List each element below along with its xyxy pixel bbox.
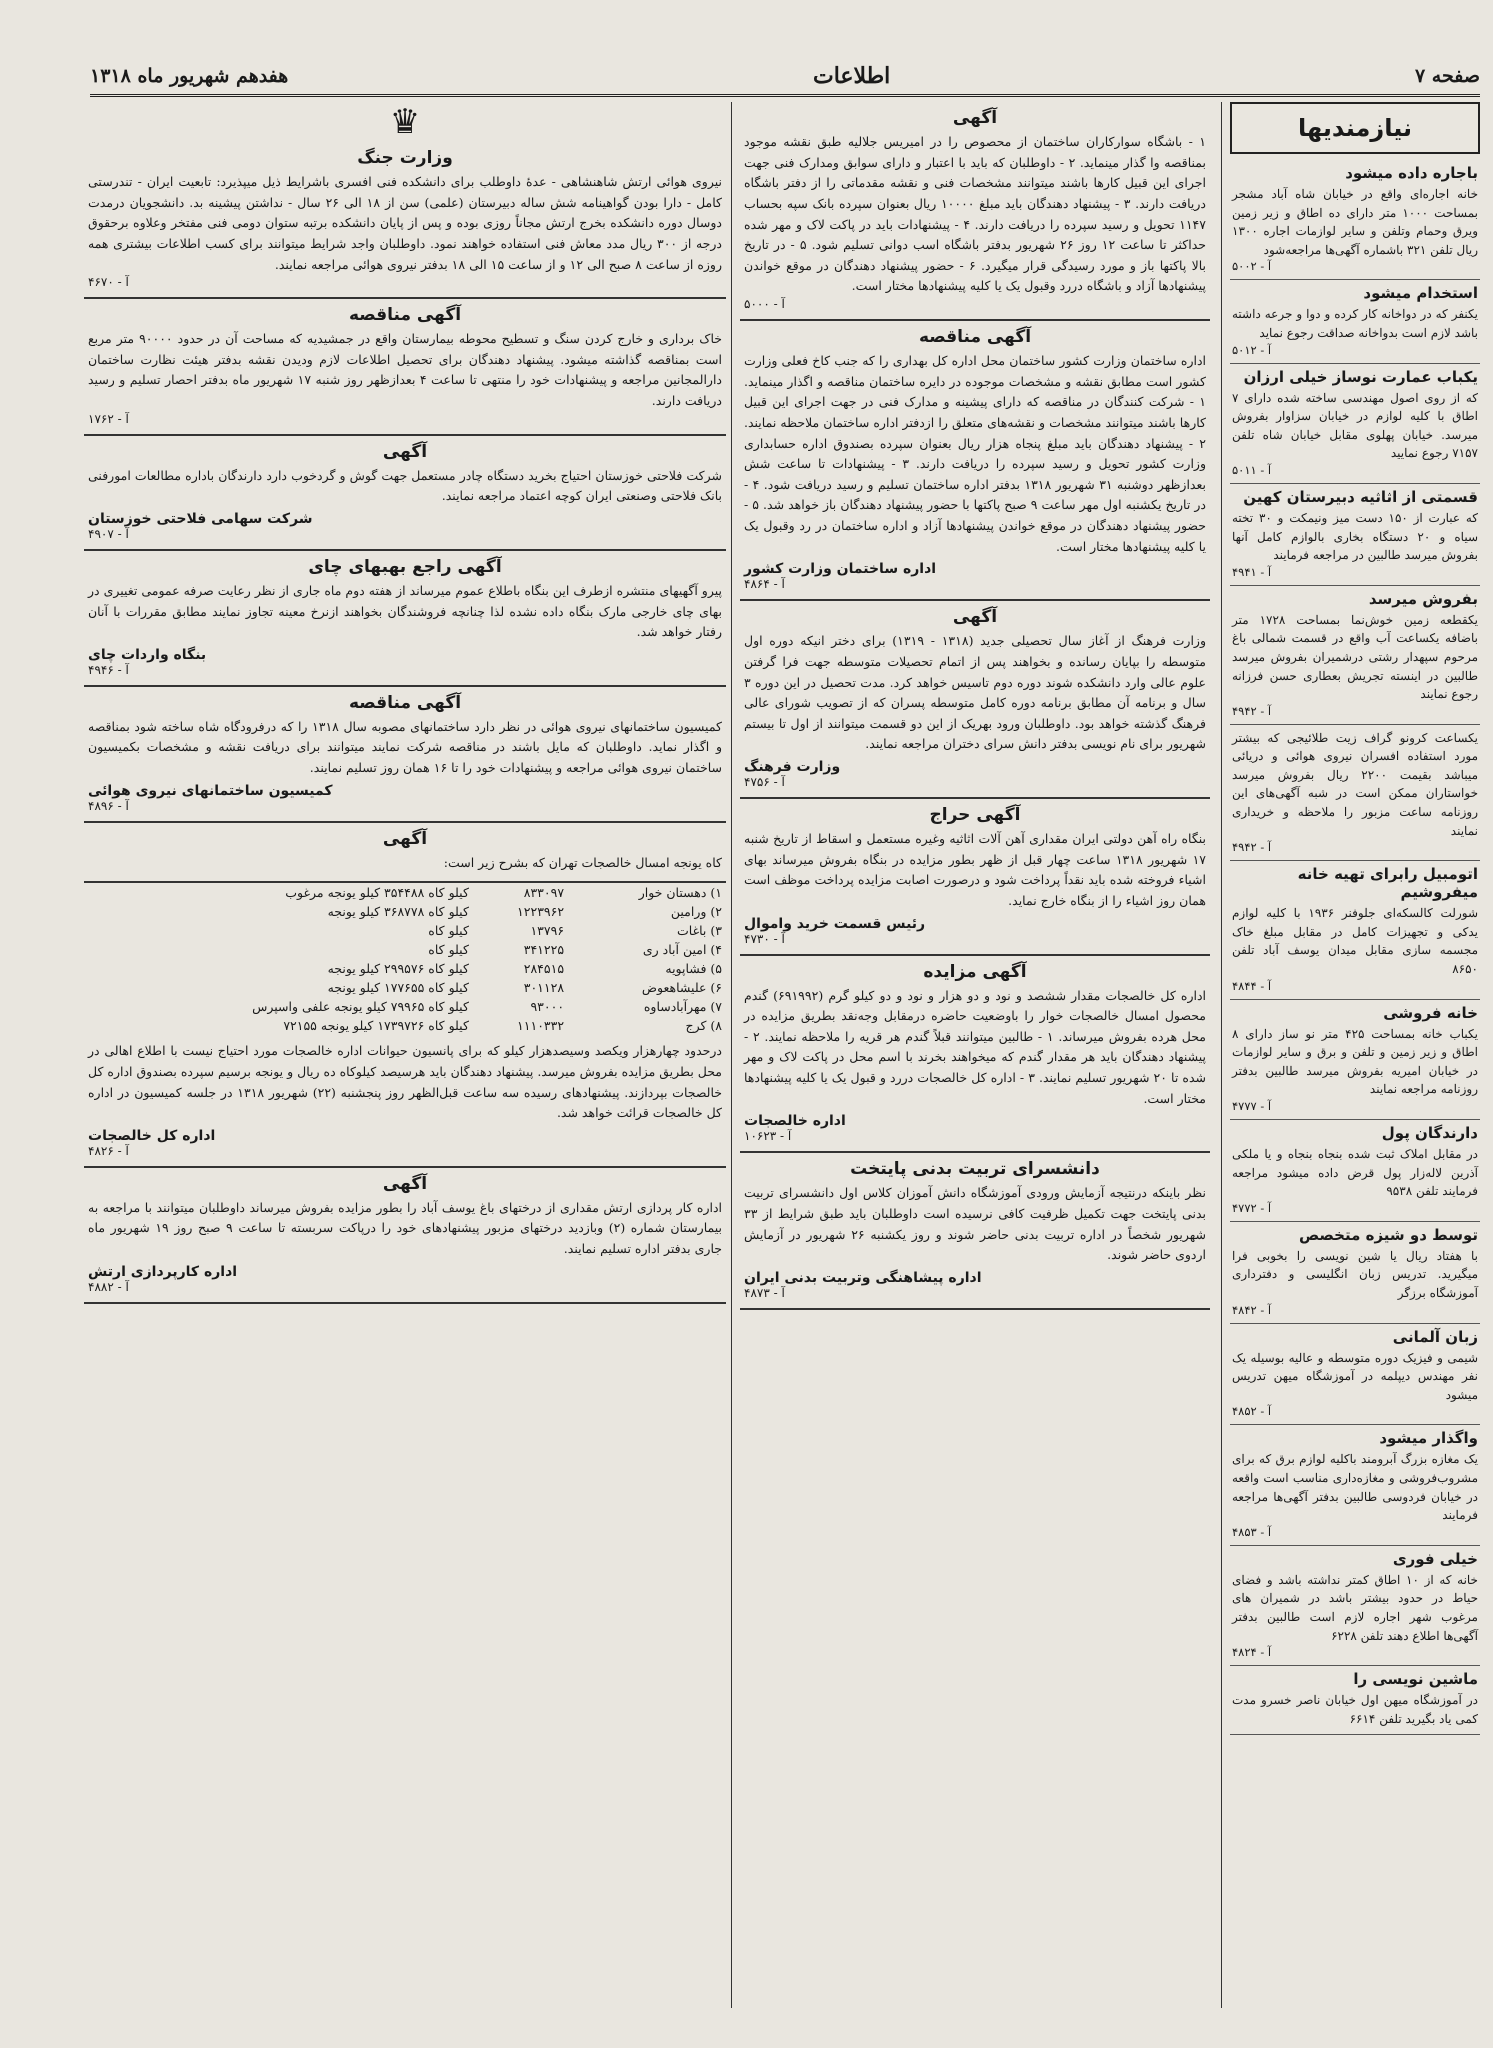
notice-ref: آ - ۴۹۴۶ bbox=[88, 662, 129, 677]
notice-text: کاه یونجه امسال خالصجات تهران که بشرح زیر است: bbox=[443, 854, 722, 870]
table-cell: ۳۴۱۲۲۵ bbox=[523, 942, 565, 958]
classified-ad bbox=[1230, 160, 1480, 280]
classified-ad bbox=[1230, 1324, 1480, 1426]
ad-text: یکقطعه زمین خوش‌نما بمساحت ۱۷۲۸ متر باضافه یکساعت آب واقع در قسمت شمالی باغ مرحوم سپهدار رشتی درشمیران بفروش میرسد طالبین در اینسته تجریش بعطاری حسن فرزانه رجوع نمایند bbox=[1232, 612, 1478, 702]
ad-text: شیمی و فیزیک دوره متوسطه و عالیه بوسیله یک نفر مهندس دیپلمه در آموزشگاه میهن تدریس میشود bbox=[1232, 1350, 1478, 1402]
notice-ref: آ - ۴۸۷۳ bbox=[744, 1285, 785, 1300]
notice-heading: آگهی حراج bbox=[929, 805, 1021, 825]
table-cell: ۱۱۱۰۳۳۲ bbox=[517, 1018, 565, 1034]
ad-ref: آ - ۴۹۴۲ bbox=[1232, 840, 1272, 855]
notice-ref: آ - ۴۸۸۲ bbox=[88, 1279, 129, 1294]
crown-emblem-icon: ♛ bbox=[389, 102, 421, 142]
table-cell: کیلو کاه ۳۶۸۷۷۸ کیلو یونجه bbox=[327, 904, 469, 920]
notice bbox=[740, 601, 1210, 799]
classified-ad bbox=[1230, 1120, 1480, 1222]
ad-ref: آ - ۴۸۴۴ bbox=[1232, 978, 1272, 993]
ad-ref: آ - ۴۸۵۳ bbox=[1232, 1524, 1272, 1539]
ad-heading: بفروش میرسد bbox=[1368, 589, 1478, 608]
notice-text: نیروی هوائی ارتش شاهنشاهی - عدۀ داوطلب برای دانشکده فنی افسری باشرایط ذیل میپذیرد: تابعیت ایران - تندرستی کامل - دارا بودن گواهینامه شش ساله دبیرستان (علمی) سن از ۱۸ الی ۲۶ سال - نداشتن پیشینه بد. دانشجویان درمدت دوسال دوره دانشکده بخرج ارتش مجاناً روزی بوده و پس از پایان دانشکده برتبه ستوان دومی فنی مفتخر وعلاوه برحقوق درجه از ۳۰۰ ریال مدد معاش فنی استفاده خواهند نمود. داوطلبان واجد شرایط میتوانند برای کسب اطلاعات بیشتری همه روزه از ساعت ۸ صبح الی ۱۲ و از ساعت ۱۵ الی ۱۸ بدفتر نیروی هوائی مراجعه نمایند. bbox=[88, 174, 722, 272]
classified-ad bbox=[1230, 1546, 1480, 1666]
ad-heading: یکباب عمارت نوساز خیلی ارزان bbox=[1243, 367, 1478, 386]
ad-ref: آ - ۵۰۱۲ bbox=[1232, 342, 1272, 357]
notice-ref: آ - ۴۸۹۶ bbox=[88, 798, 129, 813]
classified-ad bbox=[1230, 1000, 1480, 1120]
ad-heading: خانه فروشی bbox=[1383, 1003, 1478, 1022]
table-cell: کیلو کاه bbox=[428, 923, 469, 939]
notice-heading: آگهی مناقصه bbox=[348, 692, 462, 713]
notice-heading: آگهی bbox=[382, 828, 428, 849]
notice-heading: آگهی مناقصه bbox=[348, 305, 462, 326]
notice-signature: وزارت فرهنگ bbox=[744, 759, 841, 775]
ad-heading: دارندگان پول bbox=[1381, 1124, 1478, 1142]
notice bbox=[84, 142, 726, 299]
notice-ref: آ - ۴۸۶۴ bbox=[744, 577, 785, 592]
notice-signature: بنگاه واردات چای bbox=[88, 646, 207, 663]
notice-heading: آگهی bbox=[952, 607, 998, 628]
classifieds-heading: نیازمندیها bbox=[1230, 102, 1480, 154]
ad-text: خانه که از ۱۰ اطاق کمتر نداشته باشد و فضای حیاط در حدود بیشتر باشد در شمیران های مرغوب شهر اجاره لازم است طالبین بدفتر آگهی‌ها اطلاع دهند تلفن ۶۲۲۸ bbox=[1232, 1572, 1478, 1643]
table-cell: کیلو کاه ۱۷۳۹۷۲۶ کیلو یونجه ۷۲۱۵۵ bbox=[283, 1018, 469, 1034]
ad-ref: آ - ۴۹۴۱ bbox=[1232, 564, 1272, 579]
ad-ref: آ - ۴۸۴۲ bbox=[1232, 1302, 1272, 1317]
classified-ad bbox=[1230, 861, 1480, 999]
ad-ref: آ - ۴۸۵۲ bbox=[1232, 1404, 1272, 1419]
classified-ad bbox=[1230, 280, 1480, 363]
ad-heading: ماشین نویسی را bbox=[1353, 1670, 1478, 1689]
notice bbox=[740, 102, 1210, 321]
table-cell: ۱۳۷۹۶ bbox=[530, 923, 565, 939]
notice bbox=[740, 799, 1210, 956]
table-cell: ۸۳۳۰۹۷ bbox=[523, 885, 565, 901]
ad-text: یکباب خانه بمساحت ۴۲۵ متر نو ساز دارای ۸ اطاق و زیر زمین و تلفن و برق و سایر لوازمات در خیابان امیریه بفروش میرسد طالبین بدفتر روزنامه مراجعه نمایند bbox=[1232, 1026, 1478, 1097]
table-row bbox=[84, 940, 726, 959]
ad-heading: باجاره داده میشود bbox=[1345, 164, 1478, 182]
notice-signature: کمیسیون ساختمانهای نیروی هوائی bbox=[88, 782, 333, 799]
classified-ad bbox=[1230, 364, 1480, 484]
ad-heading: واگذار میشود bbox=[1379, 1429, 1478, 1448]
table-row bbox=[84, 883, 726, 902]
table-cell: کیلو کاه ۱۷۷۶۵۵ کیلو یونجه bbox=[327, 980, 469, 996]
ad-text: که از روی اصول مهندسی ساخته شده دارای ۷ اطاق با کلیه لوازم در خیابان سزاوار بفروش میرسد. خیابان پهلوی مقابل خیابان شاه تلفن ۷۱۵۷ رجوع نمایید bbox=[1232, 390, 1478, 461]
notice-text: نظر باینکه درنتیجه آزمایش ورودی آموزشگاه دانش آموزان کلاس اول دانشسرای تربیت بدنی پایتخت جهت تکمیل ظرفیت کافی نرسیده است داوطلبان باید طبق شرایط از ۳۳ شهریور شخصاً در اداره تربیت بدنی حاضر شوند و روز یکشنبه ۲۶ شهریور در آزمایش اردوی حاضر شوند. bbox=[744, 1185, 1206, 1263]
table-cell: ۸) کرج bbox=[685, 1018, 722, 1034]
notice bbox=[84, 1168, 726, 1304]
middle-column bbox=[731, 102, 1218, 2008]
ad-heading: توسط دو شیزه متخصص bbox=[1298, 1225, 1478, 1244]
classifieds-column bbox=[1221, 102, 1480, 2008]
notice-text: اداره ساختمان وزارت کشور ساختمان محل اداره کل بهداری را که جنب کاخ فعلی وزارت کشور است مطابق نقشه و مشخصات موجوده در دایره ساختمان مناقصه و اگذار مینماید. ۱ - شرکت کنندگان در مناقصه که دارای پیشینه و مدارک فنی در جهت اجرای این قبیل کارها باشند میتوانند مشخصات و نقشه‌های متعلق را ازدفتر اداره ساختمان ملاحظه نمایند. ۲ - پیشنهاد دهندگان باید مبلغ پنجاه هزار ریال بعنوان سپرده بصندوق اداره حسابداری وزارت کشور تحویل و رسید سپرده را دریافت دارند. ۳ - پیشنهادات تا ساعت شش بعدازظهر دوشنبه ۳۱ شهریور ۱۳۱۸ بدفتر اداره ساختمان تسلیم و رسید دریافت شود. ۴ - در تاریخ یکشنبه اول مهر ساعت ۹ صبح پاکتها با حضور پیشنهاد دهندگان باز خواهد شد. ۵ - حضور پیشنهاد دهندگان در موقع خواندن پیشنهادها آزاد و اداره ساختمان در رد وقبول یک یا کلیه پیشنهادها مختار است. bbox=[744, 353, 1206, 554]
notice bbox=[84, 1035, 726, 1168]
ad-heading: قسمتی از اثاثیه دبیرستان کهین bbox=[1243, 487, 1478, 506]
ad-heading: اتومبیل رابرای تهیه خانه میفروشیم bbox=[1297, 865, 1478, 902]
ad-text: شورلت کالسکه‌ای جلوفنر ۱۹۳۶ با کلیه لوازم یدکی و تجهیزات کامل در مقابل مبلغ خاک مجسمه سازی مقابل میدان یوسف آباد تلفن ۸۶۵۰ bbox=[1232, 906, 1479, 977]
notice-ref: آ - ۴۸۲۶ bbox=[88, 1143, 129, 1158]
issue-date: هفدهم شهریور ماه ۱۳۱۸ bbox=[90, 65, 289, 87]
table-cell: کیلو کاه ۳۵۴۴۸۸ کیلو یونجه مرغوب bbox=[285, 885, 469, 901]
table-cell: ۳) باغات bbox=[677, 923, 722, 939]
table-cell: ۷) مهرآبادساوه bbox=[643, 999, 722, 1015]
ad-text: در آموزشگاه میهن اول خیابان ناصر خسرو مدت کمی یاد بگیرید تلفن ۶۶۱۴ bbox=[1232, 1693, 1478, 1726]
table-row bbox=[84, 959, 726, 978]
table-cell: ۱) دهستان خوار bbox=[638, 885, 722, 901]
ad-ref: آ - ۴۹۴۲ bbox=[1232, 703, 1272, 718]
classified-ad bbox=[1230, 1222, 1480, 1324]
notice-text: پیرو آگهیهای منتشره ازطرف این بنگاه باطلاع عموم میرساند از هفته دوم ماه جاری از نظر رعایت صرفه عمومی تغییری در بهای چای خارجی مارک بنگاه داده نشده لذا چنانچه فروشندگان بخواهند ازنرخ معینه تجاوز نمایند مطابق مقررات با آنان رفتار خواهد شد. bbox=[88, 582, 722, 640]
notice-heading: وزارت جنگ bbox=[357, 148, 453, 168]
newspaper-page bbox=[90, 58, 1480, 2008]
table-cell: ۴) امین آباد ری bbox=[642, 942, 722, 958]
table-row bbox=[84, 997, 726, 1016]
notice-heading: آگهی bbox=[382, 1173, 428, 1194]
notice bbox=[84, 687, 726, 823]
grain-table bbox=[84, 883, 726, 1035]
table-cell: ۶) علیشاهعوض bbox=[641, 980, 722, 996]
notice bbox=[740, 321, 1210, 601]
ad-ref: آ - ۴۷۷۲ bbox=[1232, 1200, 1272, 1215]
notice bbox=[84, 436, 726, 551]
table-row bbox=[84, 921, 726, 940]
table-cell: کیلو کاه ۷۹۹۶۵ کیلو یونجه علفی واسپرس bbox=[252, 999, 469, 1015]
ad-ref: آ - ۵۰۰۲ bbox=[1232, 259, 1272, 274]
notice-text: وزارت فرهنگ از آغاز سال تحصیلی جدید (۱۳۱۸ - ۱۳۱۹) برای دختر انیکه دوره اول متوسطه را بپایان رسانده و بخواهند پس از اتمام تحصیلات متوسطه جهت فرا گرفتن علوم عالی وارد دانشکده شوند دوره دوم تاسیس خواهد کرد. مدت تحصیل در این دوره ۳ سال و برنامه آن مطابق برنامه دوره کامل متوسطه پسران که از تصویب شورای عالی فرهنگ گذشته خواهد بود. داوطلبان ورود بهریک از این دو قسمت میتوانند از اول تا بیستم شهریور برای نام نویسی بدفتر دانش سرای دختران مراجعه نمایند. bbox=[744, 633, 1207, 752]
notice-heading: دانشسرای تربیت بدنی پایتخت bbox=[850, 1159, 1100, 1180]
notice-ref: آ - ۵۰۰۰ bbox=[744, 297, 785, 311]
classified-ad bbox=[1230, 484, 1480, 586]
table-row bbox=[84, 978, 726, 997]
page-number: صفحه ۷ bbox=[1414, 65, 1480, 87]
notice bbox=[740, 956, 1210, 1154]
notice-signature: اداره پیشاهنگی وتربیت بدنی ایران bbox=[744, 1269, 982, 1286]
notice bbox=[740, 1153, 1210, 1310]
notice-heading: آگهی bbox=[952, 108, 998, 128]
ad-text: یکساعت کرونو گراف زیت طلائیجی که بیشتر مورد استفاده افسران نیروی هوائی و دریائی میباشد بقیمت ۲۲۰۰ ریال بفروش میرسد خواستاران ممکن است در شبه آگهی‌های این روزنامه ساعت مزبور را ملاحظه و خریداری نمایند bbox=[1232, 730, 1479, 838]
table-cell: ۳۰۱۱۲۸ bbox=[523, 980, 565, 996]
ad-heading: خیلی فوری bbox=[1392, 1549, 1478, 1568]
notice-ref: آ - ۴۶۷۰ bbox=[88, 275, 129, 290]
notice-ref: آ - ۴۹۰۷ bbox=[88, 526, 129, 541]
ad-text: با هفتاد ریال یا شین نویسی را بخوبی فرا میگیرید. تدریس زبان انگلیسی و دفترداری آموزشگاه برزگر bbox=[1232, 1248, 1478, 1300]
ad-heading: زبان آلمانی bbox=[1392, 1327, 1478, 1346]
classified-ad bbox=[1230, 1666, 1480, 1735]
notice-ref: آ - ۴۷۵۶ bbox=[744, 775, 785, 789]
table-cell: ۲) ورامین bbox=[670, 904, 722, 920]
notice-heading: آگهی bbox=[382, 441, 428, 462]
notice bbox=[84, 551, 726, 687]
notice-ref: آ - ۴۷۳۰ bbox=[744, 931, 785, 946]
notice-heading: آگهی مناقصه bbox=[918, 327, 1032, 347]
ad-text: در مقابل املاک ثبت شده بنجاه بنجاه و یا ملکی آذرین لاله‌زار پول قرض داده میشود مراجعه فرمایند تلفن ۹۵۳۸ bbox=[1232, 1147, 1478, 1199]
notice-text: بنگاه راه آهن دولتی ایران مقداری آهن آلات اثاثیه وغیره مستعمل و اسقاط از تاریخ شنبه ۱۷ شهریور ۱۳۱۸ ساعت چهار قبل از ظهر بطور مزایده در بنگاه بفروش میرساند بهای اشیاء فروخته شده باید نقداً پرداخت شود و درصورت اصابت مزایده پرداخت موظف است همان روز اشیاء را از بنگاه خارج نماید. bbox=[744, 831, 1207, 908]
table-row bbox=[84, 1016, 726, 1035]
notice-text: کمیسیون ساختمانهای نیروی هوائی در نظر دارد ساختمانهای مصوبه سال ۱۳۱۸ را که درفرودگاه شاه ساخته شود بمناقصه و اگذار نماید. داوطلبان که مایل باشند در مناقصه شرکت نمایند میتوانند برای دریافت نقشه و مشخصات بکمیسیون ساختمان نیروی هوائی مراجعه و پیشنهادات خود را تا ۱۶ همان روز تسلیم نمایند. bbox=[88, 718, 723, 775]
ad-text: یک مغازه بزرگ آبرومند باکلیه لوازم برق که برای مشروب‌فروشی و مغازه‌داری مناسب است واقعه در خیابان فردوسی طالبین بدفتر آگهی‌ها مراجعه فرمایند bbox=[1232, 1452, 1478, 1523]
notice-signature: اداره کارپردازی ارتش bbox=[88, 1263, 238, 1280]
notice-signature: اداره خالصجات bbox=[744, 1113, 846, 1130]
notice-heading: آگهی راجع بهبهای چای bbox=[308, 556, 502, 577]
ad-ref: آ - ۵۰۱۱ bbox=[1232, 462, 1272, 477]
table-cell: کیلو کاه bbox=[428, 942, 469, 958]
notice-signature: اداره ساختمان وزارت کشور bbox=[744, 561, 937, 578]
table-cell: ۲۸۴۵۱۵ bbox=[523, 961, 565, 977]
notice-text: اداره کل خالصجات مقدار ششصد و نود و دو هزار و نود و دو کیلو گرم (۶۹۱۹۹۲) گندم محصول امسال خالصجات خوار را باوضعیت حاضره درمقابل وجه‌نقد بطریق مزایده در محل هرده بفروش میرساند. ۱ - طالبین میتوانند قبلاً گندم هر قریه را ملاحظه نمایند. ۲ - پیشنهاد دهندگان باید هر مقدار گندم که میخواهند بخرند با اسم محل در پاکت لاک و مهر شده تا ۲۰ شهریور تسلیم نمایند. ۳ - اداره کل خالصجات دررد و قبول یک یا کلیه پیشنهادها مختار است. bbox=[744, 987, 1206, 1106]
notice-signature: رئیس قسمت خرید واموال bbox=[744, 915, 926, 932]
left-column bbox=[84, 102, 732, 2008]
notice-text: ۱ - باشگاه سوارکاران ساختمان از محصوص را در امیریس جلالیه طبق نقشه موجود بمناقصه وا گذار مینماید. ۲ - داوطلبان که باید با اعتبار و دارای سوابق ومدارک فنی جهت اجرای این قبیل کارها باشند میتوانند مشخصات فنی و نقشه مقدماتی را از دفتر باشگاه دریافت دارند. ۳ - پیشنهاد دهندگان باید مبلغ ۱۰۰۰۰ ریال بعنوان سپرده بانک سپه بحساب ۱۱۴۷ تحویل و رسید سپرده را دریافت دارند. ۴ - پیشنهادات باید در پاکت لاک و مهر شده حداکثر تا ساعت ۱۲ روز ۲۶ شهریور بدفتر باشگاه اسب دوانی تسلیم شود. ۵ - در تاریخ بالا پاکتها باز و مورد رسیدگی قرار میگیرد. ۶ - حضور پیشنهاد دهندگان در موقع خواندن پیشنهادها آزاد و باشگاه دررد وقبول یک یا کلیه پیشنهادها مختار است. bbox=[744, 134, 1207, 294]
classified-ad bbox=[1230, 1425, 1480, 1545]
ad-ref: آ - ۴۸۲۴ bbox=[1232, 1645, 1272, 1660]
notice-text: درحدود چهارهزار ویکصد وسیصدهزار کیلو که برای پانسیون حیوانات اداره خالصجات مورد احتیاج نیست با اطلاع اهالی در محل بطریق مزایده بفروش میرسد. پیشنهاد دهندگان باید هرسیصد کیلوکاه ده ریال و یونجه برسیم سپرده بصندوق اداره کل خالصجات بپردازند. پیشنهادهای رسیده سه ساعت قبل‌الظهر روز پنجشنبه (۲۲) شهریور ۱۳۱۸ در جلسه کمیسیون در اداره کل خالصجات قرائت خواهد شد. bbox=[88, 1043, 723, 1121]
notice-text: شرکت فلاحتی خوزستان احتیاج بخرید دستگاه چادر مستعمل جهت گوش و گردخوب دارد دارندگان باداره مطالعات امورفنی بانک فلاحتی وصنعتی ایران کوچه اعتماد مراجعه نمایند. bbox=[88, 467, 722, 504]
classified-ad bbox=[1230, 586, 1480, 725]
ad-text: یکنفر که در دواخانه کار کرده و دوا و جرعه داشته باشد لازم است بدواخانه صداقت رجوع نماید bbox=[1232, 307, 1478, 340]
notice-ref: آ - ۱۷۶۲ bbox=[88, 411, 129, 426]
notice-signature: شرکت سهامی فلاحتی خوزستان bbox=[88, 510, 313, 527]
notice-ref: آ - ۱۰۶۲۳ bbox=[744, 1129, 792, 1144]
notice bbox=[84, 299, 726, 436]
table-cell: ۵) فشاپویه bbox=[665, 961, 722, 977]
ad-heading: استخدام میشود bbox=[1363, 284, 1478, 303]
ad-ref: آ - ۴۷۷۷ bbox=[1232, 1099, 1272, 1113]
masthead bbox=[90, 58, 1480, 97]
table-cell: ۱۲۲۳۹۶۲ bbox=[517, 904, 565, 920]
notice-text: اداره کار پردازی ارتش مقداری از درختهای باغ یوسف آباد را بطور مزایده بفروش میرساند داوطلبان میتوانند با مراجعه به بیمارستان شماره (۲) وبازدید درختهای مزبور پیشنهادهای خود را درپاکت سربسته تا ساعت ۹ صبح روز ۱۹ شهریور ماه جاری بدفتر اداره تسلیم نمایند. bbox=[88, 1199, 722, 1256]
ad-text: خانه اجاره‌ای واقع در خیابان شاه آباد مشجر بمساحت ۱۰۰۰ متر دارای ده اطاق و زیر زمین ویرق وحمام وتلفن و سایر لوازمات اجاره ۱۳۰۰ ریال تلفن ۳۲۱ باشماره آگهی‌ها مراجعه‌شود bbox=[1232, 187, 1478, 257]
table-cell: ۹۳۰۰۰ bbox=[530, 999, 565, 1015]
notice-text: خاک برداری و خارج کردن سنگ و تسطیح محوطه بیمارستان واقع در جمشیدیه که مساحت آن در حدود ۹۰۰۰۰ متر مربع است بمناقصه گذاشته میشود. پیشنهاد دهندگان برای تحصیل اطلاعات لازم ودیدن نقشه بدفتر هیئت نظارت ساختمان دارالمجانین مراجعه و پیشنهادات خود را منتهی تا ساعت ۴ بعدازظهر روز شنبه ۱۷ شهریور ماه بدفتر احصار تسلیم و رسید دریافت دارند. bbox=[88, 331, 722, 408]
table-cell: کیلو کاه ۲۹۹۵۷۶ کیلو یونجه bbox=[327, 961, 469, 977]
notice bbox=[84, 823, 726, 884]
notice-signature: اداره کل خالصجات bbox=[88, 1127, 216, 1144]
table-row bbox=[84, 902, 726, 921]
ad-text: که عبارت از ۱۵۰ دست میز ونیمکت و ۳۰ تخته سیاه و ۲۰ دستگاه بخاری بالوازم کامل آنها بفروش میرسد طالبین در مراجعه فرمایند bbox=[1232, 510, 1479, 563]
classified-ad bbox=[1230, 725, 1480, 862]
paper-title: اطلاعات bbox=[813, 63, 891, 89]
notice-heading: آگهی مزایده bbox=[923, 961, 1027, 982]
